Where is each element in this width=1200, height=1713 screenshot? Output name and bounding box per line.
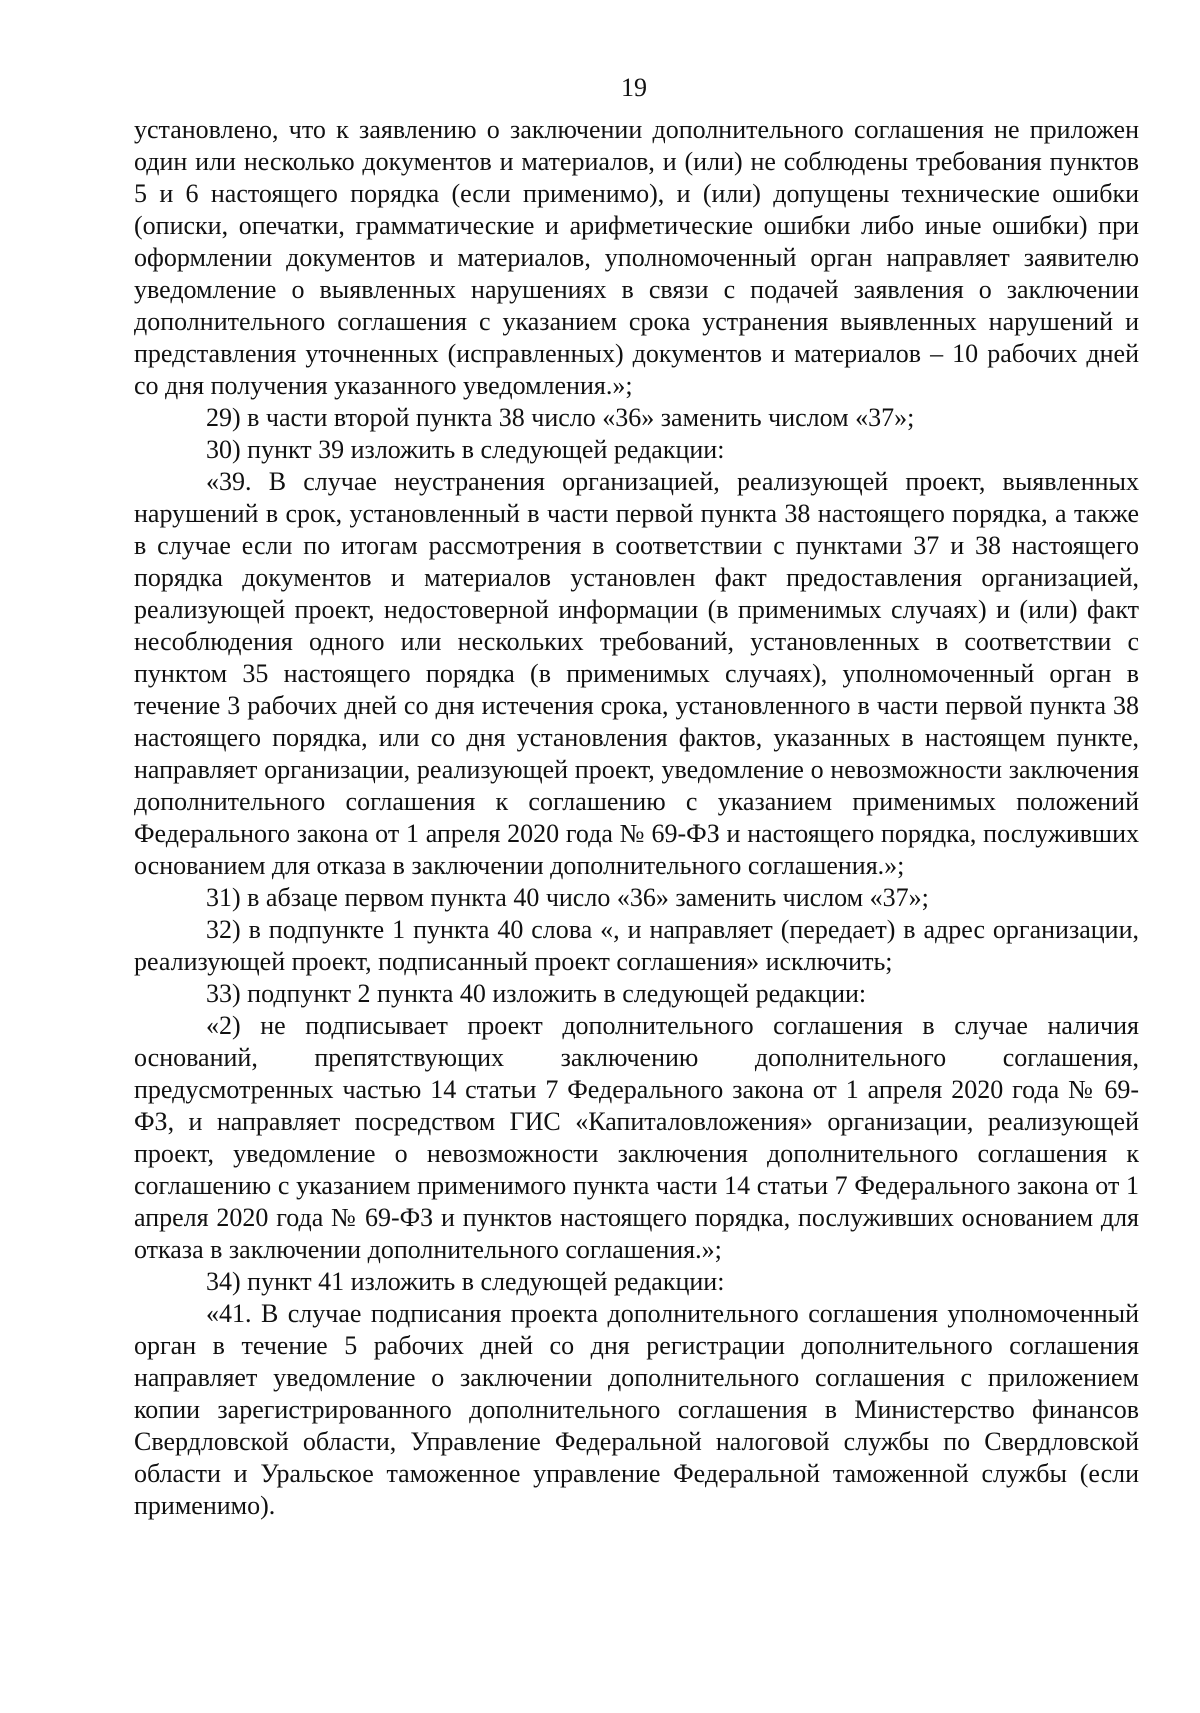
paragraph-item-31: 31) в абзаце первом пункта 40 число «36» заменить числом «37»; xyxy=(206,883,929,912)
paragraph-item-32: 32) в подпункте 1 пункта 40 слова «, и направляет (передает) в адрес организации, реализующей проект, подписанный проект соглашения» исключить; xyxy=(134,915,1139,976)
paragraph-clause-41: «41. В случае подписания проекта дополнительного соглашения уполномоченный орган в течение 5 рабочих дней со дня регистрации дополнительного соглашения направляет уведомление о заключении дополнительного соглашения с приложением копии зарегистрированного дополнительного соглашения в Министерство финансов Свердловской области, Управление Федеральной налоговой службы по Свердловской области и Уральское таможенное управление Федеральной таможенной службы (если применимо). xyxy=(134,1299,1139,1520)
page-number: 19 xyxy=(621,73,647,102)
paragraph-continuation: установлено, что к заявлению о заключении дополнительного соглашения не приложен один или несколько документов и материалов, и (или) не соблюдены требования пунктов 5 и 6 настоящего порядка (если применимо), и (или) допущены технические ошибки (описки, опечатки, грамматические и арифметические ошибки либо иные ошибки) при оформлении документов и материалов, уполномоченный орган направляет заявителю уведомление о выявленных нарушениях в связи с подачей заявления о заключении дополнительного соглашения с указанием срока устранения выявленных нарушений и представления уточненных (исправленных) документов и материалов – 10 рабочих дней со дня получения указанного уведомления.»; xyxy=(134,115,1139,400)
document-body xyxy=(134,114,1139,1522)
paragraph-item-30: 30) пункт 39 изложить в следующей редакции: xyxy=(206,435,725,464)
paragraph-item-33: 33) подпункт 2 пункта 40 изложить в следующей редакции: xyxy=(206,979,867,1008)
paragraph-clause-39: «39. В случае неустранения организацией, реализующей проект, выявленных нарушений в срок, установленный в части первой пункта 38 настоящего порядка, а также в случае если по итогам рассмотрения в соответствии с пунктами 37 и 38 настоящего порядка документов и материалов установлен факт предоставления организацией, реализующей проект, недостоверной информации (в применимых случаях) и (или) факт несоблюдения одного или нескольких требований, установленных в соответствии с пунктом 35 настоящего порядка (в применимых случаях), уполномоченный орган в течение 3 рабочих дней со дня истечения срока, установленного в части первой пункта 38 настоящего порядка, или со дня установления фактов, указанных в настоящем пункте, направляет организации, реализующей проект, уведомление о невозможности заключения дополнительного соглашения к соглашению с указанием применимых положений Федерального закона от 1 апреля 2020 года № 69-ФЗ и настоящего порядка, послуживших основанием для отказа в заключении дополнительного соглашения.»; xyxy=(134,467,1139,880)
paragraph-item-34: 34) пункт 41 изложить в следующей редакции: xyxy=(206,1267,725,1296)
paragraph-subclause-2: «2) не подписывает проект дополнительного соглашения в случае наличия оснований, препятствующих заключению дополнительного соглашения, предусмотренных частью 14 статьи 7 Федерального закона от 1 апреля 2020 года № 69-ФЗ, и направляет посредством ГИС «Капиталовложения» организации, реализующей проект, уведомление о невозможности заключения дополнительного соглашения к соглашению с указанием применимого пункта части 14 статьи 7 Федерального закона от 1 апреля 2020 года № 69-ФЗ и пунктов настоящего порядка, послуживших основанием для отказа в заключении дополнительного соглашения.»; xyxy=(134,1011,1139,1264)
paragraph-item-29: 29) в части второй пункта 38 число «36» заменить числом «37»; xyxy=(206,403,915,432)
